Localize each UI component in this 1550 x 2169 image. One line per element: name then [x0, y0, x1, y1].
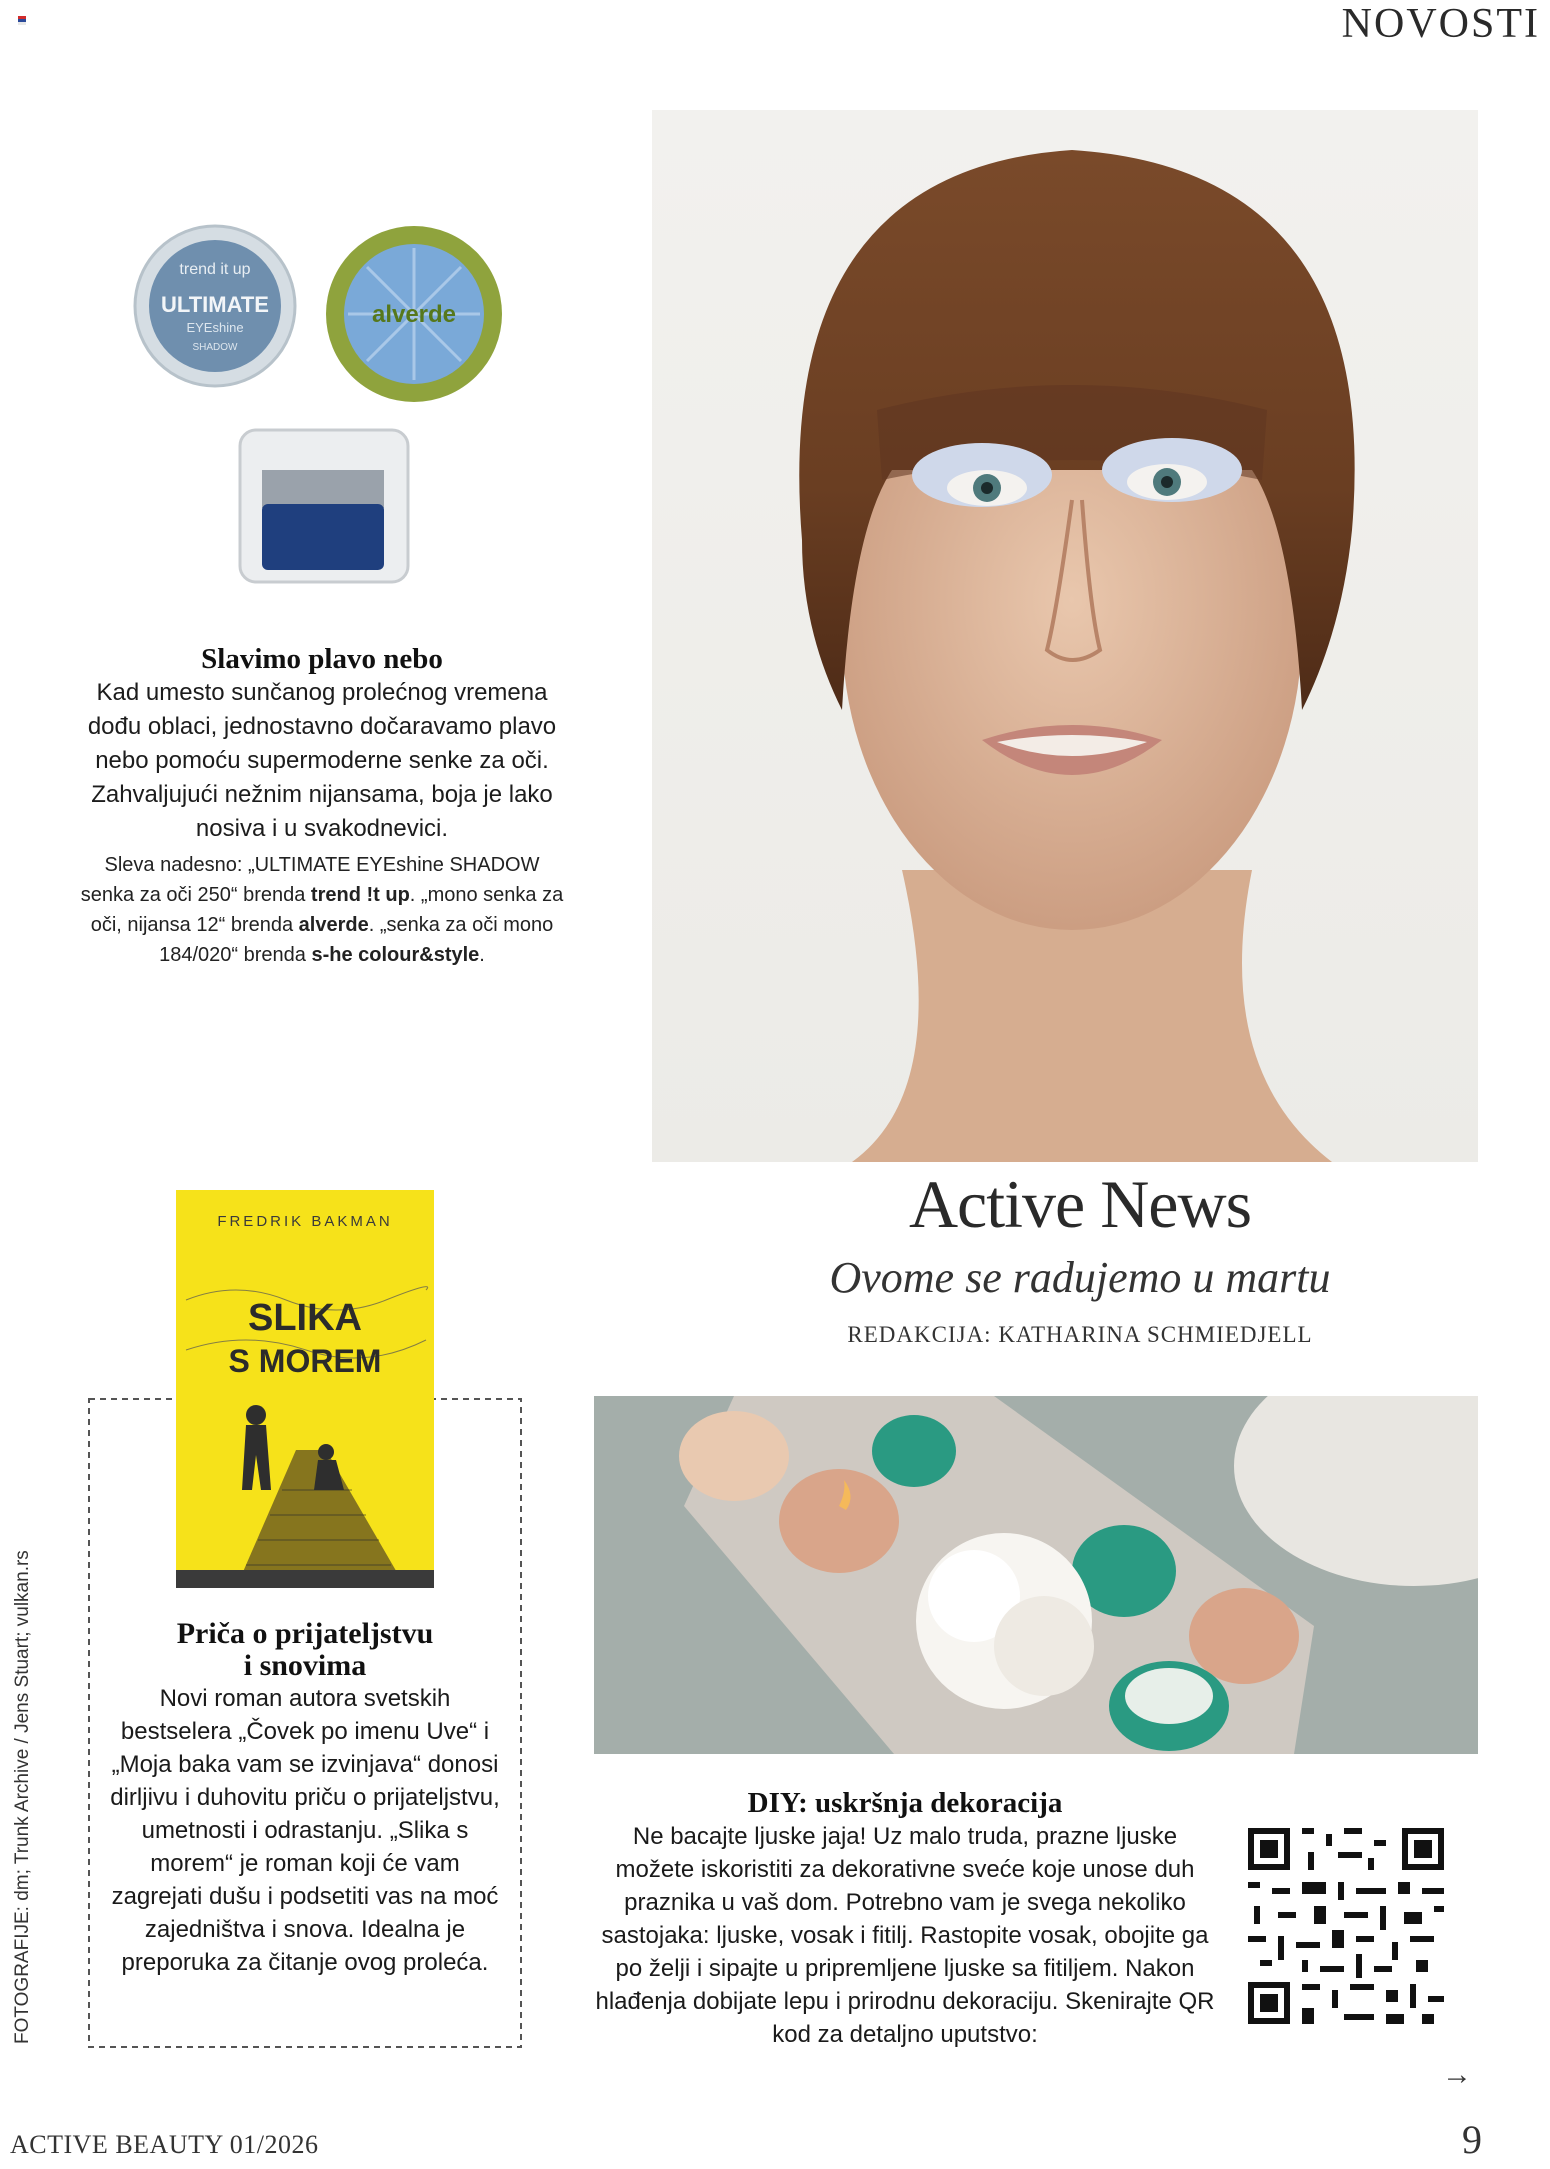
book-article: [110, 1618, 500, 1979]
eyeshadow-products-image: [120, 218, 530, 588]
book-cover-author: FREDRIK BAKMAN: [217, 1213, 393, 1230]
brand-s-he: s-he colour&style: [311, 944, 480, 966]
photo-credit: FOTOGRAFIJE: dm; Trunk Archive / Jens Stuart; vulkan.rs: [12, 1550, 33, 2044]
book-cover-title-1: SLIKA: [248, 1297, 362, 1339]
next-arrow-icon[interactable]: →: [1442, 2058, 1472, 2091]
qr-code[interactable]: [1248, 1828, 1444, 2024]
eyeshadow-heading: Slavimo plavo nebo: [201, 643, 443, 675]
diy-heading: DIY: uskršnja dekoracija: [747, 1787, 1063, 1819]
product2-name: alverde: [371, 301, 457, 328]
product1-brand: trend it up: [179, 261, 251, 278]
eyeshadow-body: Kad umesto sunčanog prolećnog vremena dođu oblaci, jednostavno dočaravamo plavo nebo pomoću supermoderne senke za oči. Zahvaljujući nežnim nijansama, boja je lako nosiva i u svakodnevici.: [87, 679, 557, 842]
easter-egg-candles-photo: [594, 1396, 1478, 1754]
language-flag-icon: [18, 16, 26, 25]
product1-sub: EYEshine: [186, 320, 244, 335]
news-subtitle: Ovome se radujemo u martu: [829, 1253, 1331, 1302]
book-cover-image: [176, 1190, 434, 1588]
footer-magazine-issue: ACTIVE BEAUTY 01/2026: [10, 2130, 319, 2159]
book-body: Novi roman autora svetskih bestselera „Čovek po imenu Uve“ i „Moja baka vam se izvinjava“ donosi dirljivu i duhovitu priču o prijateljstvu, umetnosti i odrastanju. „Slika s morem“ je roman koji će vam zagrejati dušu i podsetiti vas na moć zajedništva i snova. Idealna je preporuka za čitanje ovog proleća.: [110, 1685, 500, 1976]
eyeshadow-credit: Sleva nadesno: „ULTIMATE EYEshine SHADOW senka za oči 250“ brenda trend !t up. „mono senka za oči, nijansa 12“ brenda alverde. „senka za oči mono 184/020“ brenda s-he colour&style.: [80, 854, 564, 966]
product1-type: SHADOW: [192, 342, 238, 353]
diy-body: Ne bacajte ljuske jaja! Uz malo truda, prazne ljuske možete iskoristiti za dekorativne sveće koje unose duh praznika u vaš dom. Potrebno vam je svega nekoliko sastojaka: ljuske, vosak i fitilj. Rastopite vosak, obojite ga po želji i sipajte u pripremljene ljuske sa fitiljem. Nakon hlađenja dobijate lepu i prirodnu dekoraciju. Skenirajte QR kod za detaljno uputstvo:: [595, 1823, 1215, 2048]
diy-article: [594, 1786, 1216, 2051]
book-heading-line2: i snovima: [243, 1649, 367, 1682]
section-title: NOVOSTI: [1341, 1, 1540, 47]
hero-portrait-photo: [652, 110, 1478, 1162]
book-cover-title-2: S MOREM: [228, 1343, 382, 1379]
book-heading-line1: Priča o prijateljstvu: [176, 1617, 434, 1650]
news-editor: REDAKCIJA: KATHARINA SCHMIEDJELL: [847, 1322, 1313, 1347]
news-title: Active News: [908, 1166, 1252, 1242]
product1-name: ULTIMATE: [161, 292, 269, 317]
brand-alverde: alverde: [298, 914, 369, 936]
page-number: 9: [1462, 2117, 1482, 2162]
brand-trend-it-up: trend !t up: [310, 884, 410, 906]
eyeshadow-article: [80, 642, 564, 970]
